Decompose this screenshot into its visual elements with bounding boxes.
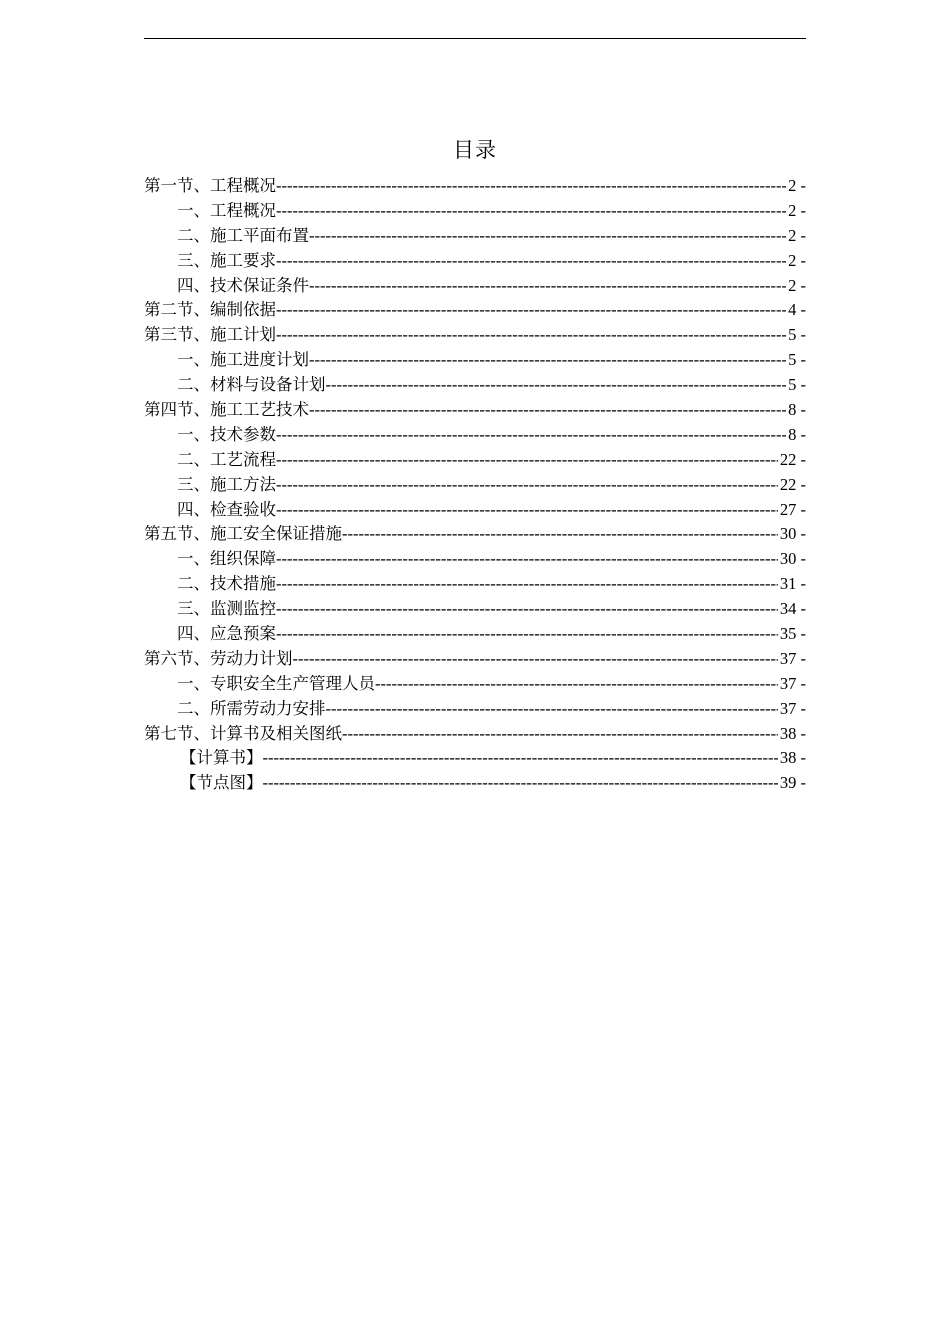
toc-entry-label: 一、施工进度计划 <box>177 350 309 370</box>
toc-entry-label: 第二节、编制依据 <box>144 300 276 320</box>
toc-entry-page: 22 - <box>779 474 806 494</box>
toc-entry[interactable] <box>144 373 806 398</box>
toc-entry-label: 四、检查验收 <box>177 499 276 519</box>
toc-dot-leader <box>309 274 786 299</box>
toc-entry-label: 三、施工要求 <box>177 250 276 270</box>
toc-entry-page: 37 - <box>779 698 806 718</box>
toc-dot-leader <box>276 597 778 622</box>
toc-dot-leader <box>276 298 786 323</box>
toc-entry[interactable] <box>144 274 806 299</box>
toc-entry[interactable] <box>144 498 806 523</box>
toc-dot-leader <box>342 522 778 547</box>
toc-dot-leader <box>276 622 778 647</box>
toc-entry-page: 27 - <box>779 499 806 519</box>
toc-entry[interactable] <box>144 746 806 771</box>
toc-dot-leader <box>326 697 778 722</box>
toc-dot-leader <box>342 722 778 747</box>
table-of-contents <box>144 174 806 796</box>
toc-entry-label: 三、监测监控 <box>177 599 276 619</box>
toc-entry-label: 一、组织保障 <box>177 549 276 569</box>
toc-entry[interactable] <box>144 547 806 572</box>
toc-dot-leader <box>276 249 786 274</box>
toc-dot-leader <box>276 572 778 597</box>
toc-dot-leader <box>309 398 786 423</box>
toc-entry[interactable] <box>144 697 806 722</box>
toc-entry[interactable] <box>144 174 806 199</box>
toc-entry-label: 二、所需劳动力安排 <box>177 698 326 718</box>
toc-entry-label: 二、施工平面布置 <box>177 225 309 245</box>
toc-entry-page: 5 - <box>788 350 806 370</box>
toc-entry[interactable] <box>144 199 806 224</box>
toc-entry[interactable] <box>144 473 806 498</box>
toc-entry-page: 37 - <box>779 673 806 693</box>
toc-entry-label: 第七节、计算书及相关图纸 <box>144 723 342 743</box>
toc-entry-page: 8 - <box>788 424 806 444</box>
toc-entry-label: 二、材料与设备计划 <box>177 375 326 395</box>
toc-entry[interactable] <box>144 622 806 647</box>
toc-entry-page: 35 - <box>779 624 806 644</box>
toc-dot-leader <box>309 348 786 373</box>
toc-entry-page: 38 - <box>779 723 806 743</box>
toc-title: 目录 <box>453 138 497 162</box>
toc-entry-page: 2 - <box>788 200 806 220</box>
toc-entry-page: 38 - <box>779 748 806 768</box>
toc-entry-page: 2 - <box>788 225 806 245</box>
toc-entry[interactable] <box>144 647 806 672</box>
toc-entry-label: 二、工艺流程 <box>177 449 276 469</box>
toc-entry-label: 四、应急预案 <box>177 624 276 644</box>
toc-entry[interactable] <box>144 448 806 473</box>
toc-entry-label: 第一节、工程概况 <box>144 176 276 195</box>
toc-entry[interactable] <box>144 224 806 249</box>
toc-dot-leader <box>276 199 786 224</box>
toc-entry-page: 39 - <box>779 773 806 793</box>
toc-entry[interactable] <box>144 771 806 796</box>
toc-entry-page: 2 - <box>788 275 806 295</box>
toc-entry[interactable] <box>144 249 806 274</box>
toc-entry-page: 37 - <box>779 648 806 668</box>
toc-entry-label: 第四节、施工工艺技术 <box>144 400 309 420</box>
toc-entry-page: 4 - <box>788 300 806 320</box>
toc-entry[interactable] <box>144 398 806 423</box>
toc-dot-leader <box>276 448 778 473</box>
toc-entry-page: 34 - <box>779 599 806 619</box>
toc-entry[interactable] <box>144 672 806 697</box>
toc-entry-label: 【节点图】 <box>180 773 263 793</box>
toc-entry-label: 第六节、劳动力计划 <box>144 648 293 668</box>
toc-entry-label: 三、施工方法 <box>177 474 276 494</box>
header-rule <box>144 38 806 39</box>
toc-entry-page: 2 - <box>788 250 806 270</box>
toc-dot-leader <box>276 473 778 498</box>
toc-dot-leader <box>293 647 778 672</box>
toc-entry[interactable] <box>144 597 806 622</box>
toc-entry[interactable] <box>144 348 806 373</box>
toc-entry[interactable] <box>144 298 806 323</box>
toc-entry-page: 8 - <box>788 400 806 420</box>
toc-entry[interactable] <box>144 423 806 448</box>
toc-entry-label: 四、技术保证条件 <box>177 275 309 295</box>
toc-entry-page: 5 - <box>788 375 806 395</box>
toc-dot-leader <box>326 373 787 398</box>
toc-dot-leader <box>309 224 786 249</box>
toc-entry-label: 一、工程概况 <box>177 200 276 220</box>
toc-dot-leader <box>276 547 778 572</box>
toc-entry-page: 30 - <box>779 524 806 544</box>
toc-dot-leader <box>263 746 778 771</box>
toc-dot-leader <box>276 423 786 448</box>
toc-entry-label: 第三节、施工计划 <box>144 325 276 345</box>
toc-entry[interactable] <box>144 323 806 348</box>
toc-entry-label: 一、专职安全生产管理人员 <box>177 673 375 693</box>
toc-entry[interactable] <box>144 722 806 747</box>
toc-entry-label: 【计算书】 <box>180 748 263 768</box>
toc-dot-leader <box>276 174 786 199</box>
toc-entry-label: 二、技术措施 <box>177 574 276 594</box>
toc-entry-page: 30 - <box>779 549 806 569</box>
toc-dot-leader <box>276 498 778 523</box>
toc-dot-leader <box>375 672 778 697</box>
toc-entry-page: 31 - <box>779 574 806 594</box>
toc-entry[interactable] <box>144 522 806 547</box>
toc-entry-label: 一、技术参数 <box>177 424 276 444</box>
toc-dot-leader <box>263 771 778 796</box>
toc-entry-page: 2 - <box>788 176 806 195</box>
toc-entry-label: 第五节、施工安全保证措施 <box>144 524 342 544</box>
toc-entry[interactable] <box>144 572 806 597</box>
toc-dot-leader <box>276 323 786 348</box>
toc-entry-page: 22 - <box>779 449 806 469</box>
toc-entry-page: 5 - <box>788 325 806 345</box>
